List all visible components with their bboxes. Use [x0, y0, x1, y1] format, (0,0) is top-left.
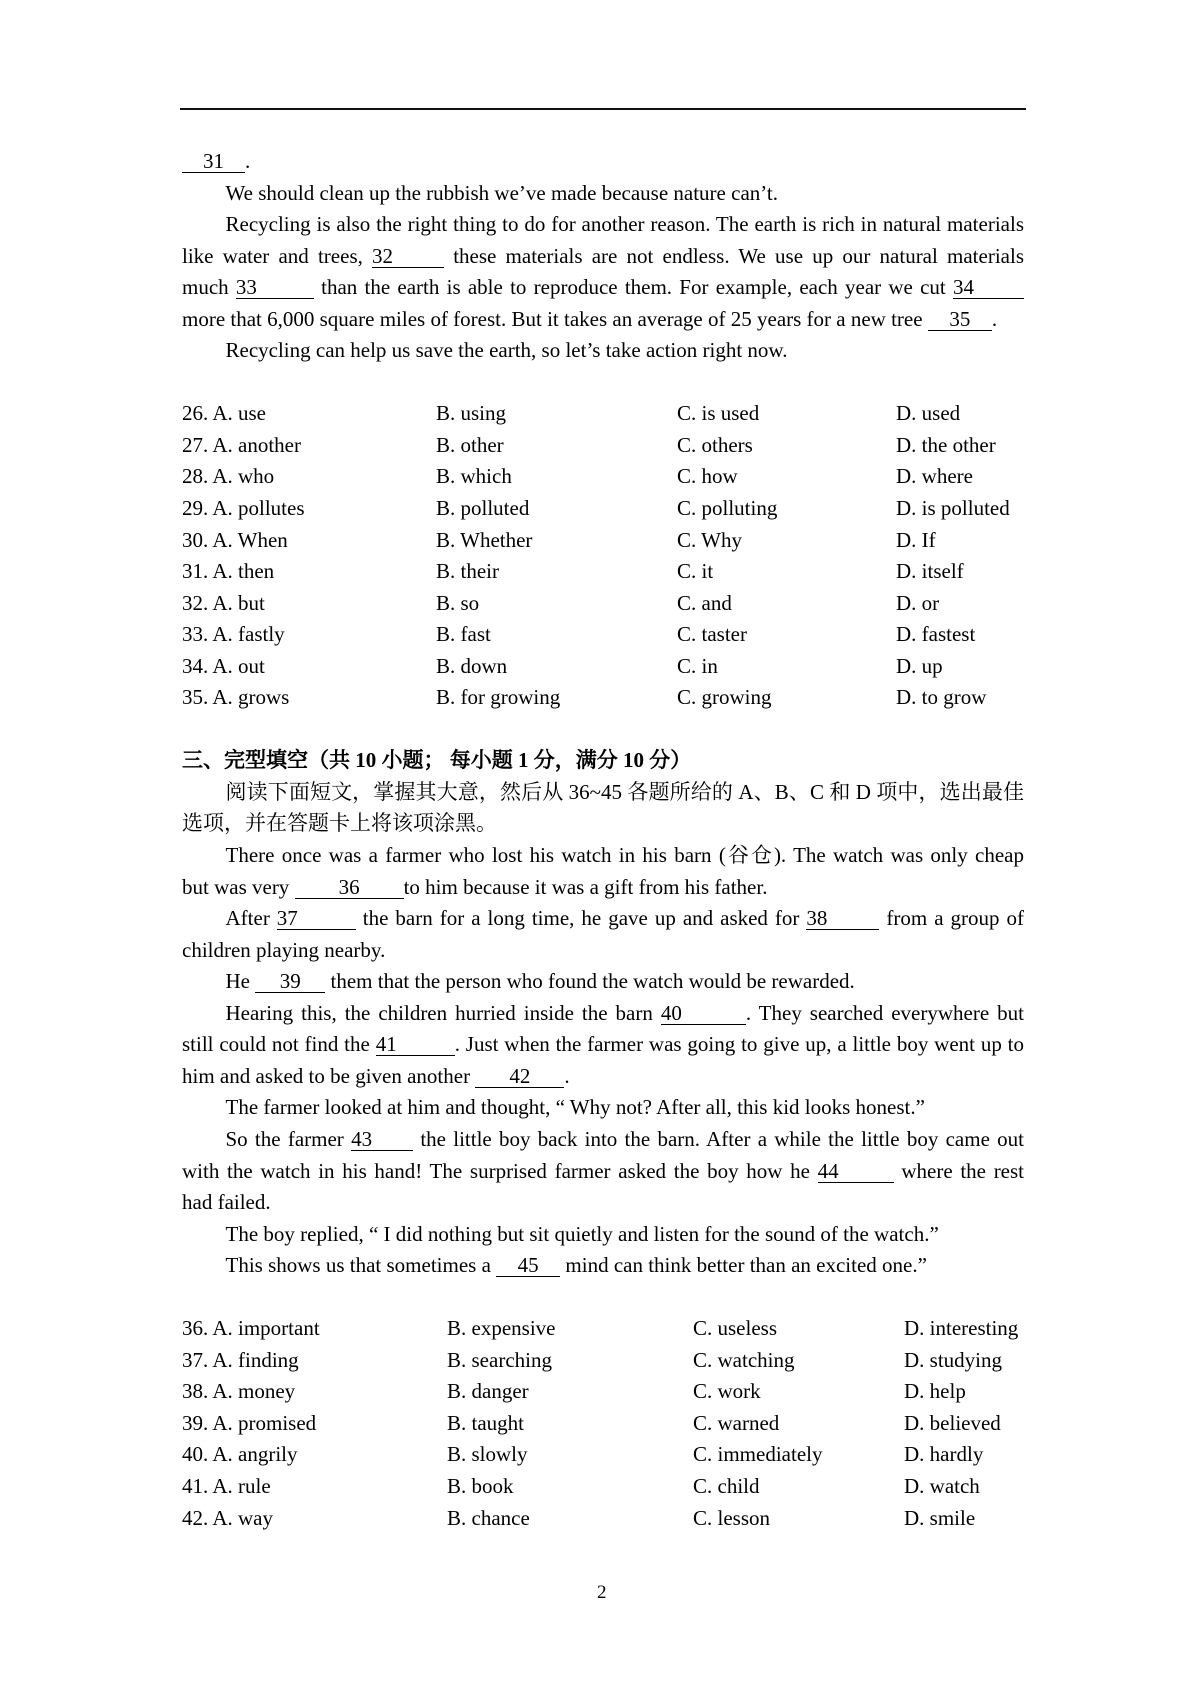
text-line: [182, 304, 1024, 336]
question-row: [182, 1408, 1024, 1440]
option-a: [182, 682, 289, 714]
answer-blank-39: 39: [255, 971, 325, 993]
option-a: [182, 651, 265, 683]
option-text: A. angrily: [212, 1442, 298, 1467]
page-content: [182, 146, 1024, 1534]
passage-paragraph: [182, 209, 1024, 335]
option-text: C. useless: [693, 1316, 777, 1341]
option-d: [896, 556, 964, 588]
option-b: [447, 1439, 528, 1471]
text-line: [182, 1061, 1024, 1093]
text-run: but was very: [182, 874, 295, 899]
option-a: [182, 1439, 298, 1471]
option-c: [677, 430, 753, 462]
question-number: 30.: [182, 527, 209, 552]
option-c: [677, 588, 732, 620]
option-b: [447, 1503, 530, 1535]
option-text: B. polluted: [436, 496, 530, 521]
text-run: After: [225, 906, 277, 931]
option-text: C. immediately: [693, 1442, 823, 1467]
option-b: [447, 1408, 524, 1440]
answer-blank-43: 43: [351, 1129, 413, 1151]
option-text: B. chance: [447, 1505, 530, 1530]
passage-paragraph: [182, 998, 1024, 1093]
text-line: [182, 1092, 1024, 1124]
option-text: C. lesson: [693, 1505, 771, 1530]
option-text: A. pollutes: [212, 496, 305, 521]
question-row: [182, 588, 1024, 620]
passage-paragraph: [182, 178, 1024, 210]
text-line: [182, 1219, 1024, 1251]
option-b: [436, 430, 504, 462]
option-text: C. and: [677, 590, 732, 615]
blank-line: [182, 1282, 1024, 1314]
option-c: [693, 1503, 770, 1535]
option-a: [182, 588, 265, 620]
text-line: [182, 840, 1024, 872]
option-text: A. fastly: [212, 622, 285, 647]
option-text: D. the other: [896, 432, 996, 457]
text-line: [182, 935, 1024, 967]
option-text: B. which: [436, 464, 512, 489]
option-c: [677, 493, 777, 525]
option-c: [677, 525, 742, 557]
text-line: [182, 903, 1024, 935]
text-run: There once was a farmer who lost his watch in his barn (谷仓). The watch was only cheap: [225, 843, 1024, 868]
option-a: [182, 556, 274, 588]
option-text: D. studying: [904, 1347, 1003, 1372]
option-c: [693, 1408, 779, 1440]
text-line: [182, 872, 1024, 904]
text-run: him and asked to be given another: [182, 1063, 476, 1088]
option-text: C. child: [693, 1473, 760, 1498]
option-text: D. fastest: [896, 622, 976, 647]
question-row: [182, 682, 1024, 714]
option-d: [896, 619, 975, 651]
option-b: [447, 1313, 555, 1345]
option-text: C. work: [693, 1379, 761, 1404]
option-text: B. for growing: [436, 685, 561, 710]
option-text: C. watching: [693, 1347, 795, 1372]
question-number: 27.: [182, 432, 209, 457]
option-a: [182, 1471, 271, 1503]
option-a: [182, 398, 266, 430]
text-line: [182, 1156, 1024, 1188]
option-d: [896, 525, 936, 557]
option-text: D. used: [896, 401, 961, 426]
option-text: D. watch: [904, 1473, 980, 1498]
passage-paragraph: [182, 1092, 1024, 1124]
option-text: C. in: [677, 653, 718, 678]
text-run: Recycling is also the right thing to do for another reason. The earth is rich in natural materials: [225, 212, 1024, 237]
text-run: with the watch in his hand! The surprised farmer asked the boy how he: [182, 1158, 818, 1183]
question-row: [182, 1439, 1024, 1471]
option-d: [904, 1471, 980, 1503]
text-run: still could not find the: [182, 1032, 376, 1057]
text-line: [182, 272, 1024, 304]
question-number: 40.: [182, 1442, 209, 1467]
option-text: B. danger: [447, 1379, 529, 1404]
question-row: [182, 556, 1024, 588]
option-text: B. using: [436, 401, 507, 426]
answer-blank-34: 34: [953, 277, 1024, 299]
option-c: [677, 398, 759, 430]
passage-paragraph: [182, 335, 1024, 367]
option-b: [447, 1376, 529, 1408]
option-c: [693, 1345, 794, 1377]
option-a: [182, 1376, 295, 1408]
option-b: [436, 556, 499, 588]
question-number: 32.: [182, 590, 209, 615]
question-row: [182, 1503, 1024, 1535]
option-a: [182, 1408, 316, 1440]
answer-blank-40: 40: [661, 1003, 746, 1025]
option-a: [182, 619, 285, 651]
option-d: [904, 1503, 975, 1535]
answer-blank-36: 36: [295, 877, 404, 899]
question-row: [182, 1471, 1024, 1503]
option-text: D. up: [896, 653, 943, 678]
text-run: had failed.: [182, 1190, 271, 1215]
text-run: these materials are not endless. We use up our natural materials: [444, 243, 1024, 268]
option-a: [182, 430, 301, 462]
text-run: . They searched everywhere but: [745, 1000, 1024, 1025]
text-run: . Just when the farmer was going to give up, a little boy went up to: [454, 1032, 1025, 1057]
option-text: C. Why: [677, 527, 742, 552]
option-text: A. rule: [212, 1473, 271, 1498]
option-text: D. or: [896, 590, 940, 615]
option-text: D. help: [904, 1379, 966, 1404]
option-b: [436, 682, 560, 714]
text-run: them that the person who found the watch would be rewarded.: [325, 969, 855, 994]
option-c: [677, 461, 738, 493]
answer-blank-37: 37: [277, 908, 356, 930]
text-run: The boy replied, “ I did nothing but sit quietly and listen for the sound of the watch.”: [225, 1221, 939, 1246]
option-text: A. who: [212, 464, 275, 489]
question-number: 42.: [182, 1505, 209, 1530]
option-d: [904, 1439, 983, 1471]
text-run: 选项，并在答题卡上将该项涂黑。: [182, 811, 497, 836]
text-line: [182, 808, 1024, 840]
option-c: [693, 1313, 777, 1345]
blank-line: [182, 714, 1024, 746]
passage-paragraph: [182, 903, 1024, 966]
option-text: A. way: [212, 1505, 273, 1530]
text-run: than the earth is able to reproduce them. For example, each year we cut: [313, 275, 953, 300]
option-b: [447, 1471, 514, 1503]
option-a: [182, 1345, 299, 1377]
answer-blank-44: 44: [818, 1161, 894, 1183]
option-d: [896, 588, 939, 620]
text-run: much: [182, 275, 236, 300]
option-text: A. out: [212, 653, 265, 678]
option-b: [447, 1345, 552, 1377]
text-run: more that 6,000 square miles of forest. But it takes an average of 25 years for a new tree: [182, 306, 928, 331]
text-line: [182, 1124, 1024, 1156]
text-run: .: [245, 149, 251, 173]
option-text: B. book: [447, 1473, 514, 1498]
option-b: [436, 588, 479, 620]
question-row: [182, 1313, 1024, 1345]
text-line: [182, 966, 1024, 998]
option-text: D. If: [896, 527, 936, 552]
option-text: C. polluting: [677, 496, 778, 521]
option-b: [436, 651, 507, 683]
text-run: 阅读下面短文，掌握其大意，然后从 36~45 各题所给的 A、B、C 和 D 项中，选出最佳: [225, 779, 1025, 804]
option-c: [677, 619, 747, 651]
question-number: 35.: [182, 685, 209, 710]
question-number: 33.: [182, 622, 209, 647]
option-c: [677, 556, 713, 588]
question-number: 36.: [182, 1316, 209, 1341]
option-text: C. growing: [677, 685, 772, 710]
option-text: D. itself: [896, 559, 964, 584]
text-run: mind can think better than an excited one.”: [560, 1253, 927, 1278]
instructions-paragraph: [182, 777, 1024, 840]
option-d: [904, 1376, 966, 1408]
question-number: 31.: [182, 559, 209, 584]
answer-blank-45: 45: [496, 1255, 560, 1277]
option-text: B. slowly: [447, 1442, 528, 1467]
option-text: A. money: [212, 1379, 296, 1404]
option-d: [896, 651, 943, 683]
question-number: 29.: [182, 496, 209, 521]
passage-paragraph: [182, 1124, 1024, 1219]
text-line: [182, 998, 1024, 1030]
option-text: A. promised: [212, 1410, 317, 1435]
question-number: 37.: [182, 1347, 209, 1372]
answer-blank-35: 35: [928, 309, 992, 331]
question-number: 39.: [182, 1410, 209, 1435]
option-text: D. believed: [904, 1410, 1001, 1435]
option-d: [896, 493, 1010, 525]
option-text: A. grows: [212, 685, 290, 710]
option-text: C. it: [677, 559, 714, 584]
text-run: the barn for a long time, he gave up and asked for: [355, 906, 807, 931]
option-text: B. so: [436, 590, 480, 615]
section-heading: 三、完型填空（共 10 小题； 每小题 1 分，满分 10 分）: [182, 748, 692, 773]
option-text: D. where: [896, 464, 973, 489]
text-run: children playing nearby.: [182, 937, 386, 962]
option-text: C. warned: [693, 1410, 780, 1435]
option-b: [436, 525, 532, 557]
text-run: This shows us that sometimes a: [225, 1253, 497, 1278]
option-text: D. hardly: [904, 1442, 984, 1467]
option-d: [896, 682, 986, 714]
option-text: B. Whether: [436, 527, 533, 552]
text-line: [182, 241, 1024, 273]
option-text: C. others: [677, 432, 753, 457]
answer-blank-41: 41: [376, 1034, 455, 1056]
text-run: We should clean up the rubbish we’ve made because nature can’t.: [225, 180, 778, 205]
question-number: 41.: [182, 1473, 209, 1498]
option-text: B. taught: [447, 1410, 524, 1435]
option-text: B. fast: [436, 622, 491, 647]
question-number: 38.: [182, 1379, 209, 1404]
text-run: to him because it was a gift from his father.: [403, 874, 768, 899]
option-text: B. expensive: [447, 1316, 556, 1341]
text-run: the little boy back into the barn. After a while the little boy came out: [413, 1126, 1024, 1151]
option-a: [182, 461, 274, 493]
option-c: [677, 682, 772, 714]
option-text: D. smile: [904, 1505, 976, 1530]
text-run: The farmer looked at him and thought, “ Why not? After all, this kid looks honest.”: [225, 1095, 925, 1120]
question-row: [182, 525, 1024, 557]
option-text: C. taster: [677, 622, 747, 647]
answer-blank-38: 38: [806, 908, 879, 930]
text-line: [182, 1187, 1024, 1219]
option-text: A. use: [212, 401, 267, 426]
option-d: [904, 1408, 1001, 1440]
question-number: 26.: [182, 401, 209, 426]
question-row: [182, 398, 1024, 430]
page-number: 2: [597, 1582, 607, 1603]
option-c: [693, 1376, 761, 1408]
option-text: C. is used: [677, 401, 760, 426]
option-d: [896, 430, 996, 462]
option-text: D. is polluted: [896, 496, 1010, 521]
passage-paragraph: [182, 146, 1024, 178]
option-a: [182, 1503, 273, 1535]
text-run: So the farmer: [225, 1126, 352, 1151]
question-number: 34.: [182, 653, 209, 678]
option-c: [693, 1439, 822, 1471]
option-d: [904, 1313, 1018, 1345]
option-text: D. interesting: [904, 1316, 1019, 1341]
option-text: B. down: [436, 653, 508, 678]
text-run: Hearing this, the children hurried inside the barn: [225, 1000, 661, 1025]
answer-blank-32: 32: [372, 246, 444, 268]
question-row: [182, 1345, 1024, 1377]
option-c: [677, 651, 718, 683]
option-text: A. then: [212, 559, 275, 584]
option-text: A. important: [212, 1316, 320, 1341]
passage-paragraph: [182, 840, 1024, 903]
option-a: [182, 493, 305, 525]
answer-blank-33: 33: [236, 277, 314, 299]
option-d: [896, 398, 960, 430]
blank-line: [182, 367, 1024, 399]
option-text: B. other: [436, 432, 504, 457]
option-text: A. another: [212, 432, 301, 457]
option-b: [436, 461, 512, 493]
text-run: from a group of: [879, 906, 1024, 931]
question-row: [182, 651, 1024, 683]
option-text: A. When: [212, 527, 288, 552]
option-b: [436, 398, 506, 430]
question-row: [182, 461, 1024, 493]
text-line: [182, 1250, 1024, 1282]
option-text: A. finding: [212, 1347, 299, 1372]
header-rule: [180, 108, 1026, 110]
question-row: [182, 1376, 1024, 1408]
option-text: A. but: [212, 590, 265, 615]
option-b: [436, 493, 529, 525]
option-text: C. how: [677, 464, 738, 489]
text-run: He: [225, 969, 256, 994]
option-a: [182, 525, 288, 557]
text-run: like water and trees,: [182, 243, 373, 268]
option-text: D. to grow: [896, 685, 987, 710]
answer-blank-42: 42: [475, 1066, 564, 1088]
text-run: .: [564, 1063, 570, 1088]
option-d: [904, 1345, 1002, 1377]
option-c: [693, 1471, 760, 1503]
text-run: .: [991, 306, 998, 331]
passage-paragraph: [182, 1219, 1024, 1251]
option-b: [436, 619, 491, 651]
text-line: [182, 209, 1024, 241]
passage-paragraph: [182, 1250, 1024, 1282]
option-text: B. their: [436, 559, 499, 584]
passage-paragraph: [182, 966, 1024, 998]
answer-blank-31: 31: [182, 151, 245, 173]
question-row: [182, 430, 1024, 462]
text-run: where the rest: [893, 1158, 1025, 1183]
text-line: [182, 178, 1024, 210]
option-a: [182, 1313, 320, 1345]
text-line: [182, 777, 1024, 809]
text-line: [182, 146, 1024, 178]
option-d: [896, 461, 973, 493]
question-number: 28.: [182, 464, 209, 489]
question-row: [182, 619, 1024, 651]
question-row: [182, 493, 1024, 525]
text-line: [182, 335, 1024, 367]
text-run: Recycling can help us save the earth, so let’s take action right now.: [225, 338, 788, 363]
text-line: [182, 1029, 1024, 1061]
option-text: B. searching: [447, 1347, 552, 1372]
